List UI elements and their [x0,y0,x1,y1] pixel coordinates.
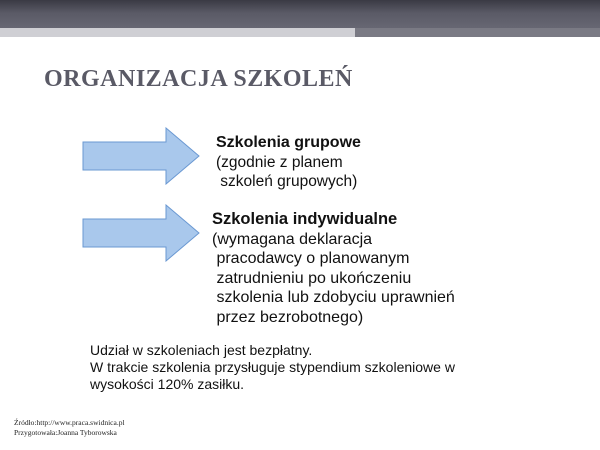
individual-training-block [212,210,455,327]
individual-training-heading: Szkolenia indywidualne [212,210,398,228]
author-line: Przygotowała:Joanna Tyborowska [14,428,117,437]
header-stripe-light [0,28,355,37]
group-training-desc-line: szkoleń grupowych) [216,173,358,190]
individual-training-desc-line: (wymagana deklaracja [212,230,373,248]
note-line: wysokości 120% zasiłku. [90,376,245,392]
source-credit [14,418,125,438]
right-arrow-icon [82,204,200,262]
individual-training-desc-line: przez bezrobotnego) [212,308,364,326]
participation-note [90,342,455,393]
group-training-desc-line: (zgodnie z planem [216,153,343,171]
group-training-heading: Szkolenia grupowe [216,134,361,151]
right-arrow-icon [82,127,200,185]
note-line: W trakcie szkolenia przysługuje stypendium szkoleniowe w [90,359,455,375]
header-stripe-dark [355,28,600,37]
individual-training-desc-line: zatrudnieniu po ukończeniu [212,269,412,287]
slide-title: ORGANIZACJA SZKOLEŃ [44,66,353,92]
note-line: Udział w szkoleniach jest bezpłatny. [90,342,313,358]
source-line: Źródło:http://www.praca.swidnica.pl [14,418,125,427]
individual-training-desc-line: pracodawcy o planowanym [212,250,410,267]
individual-training-desc-line: szkolenia lub zdobyciu uprawnień [212,289,455,306]
group-training-block [216,133,361,192]
